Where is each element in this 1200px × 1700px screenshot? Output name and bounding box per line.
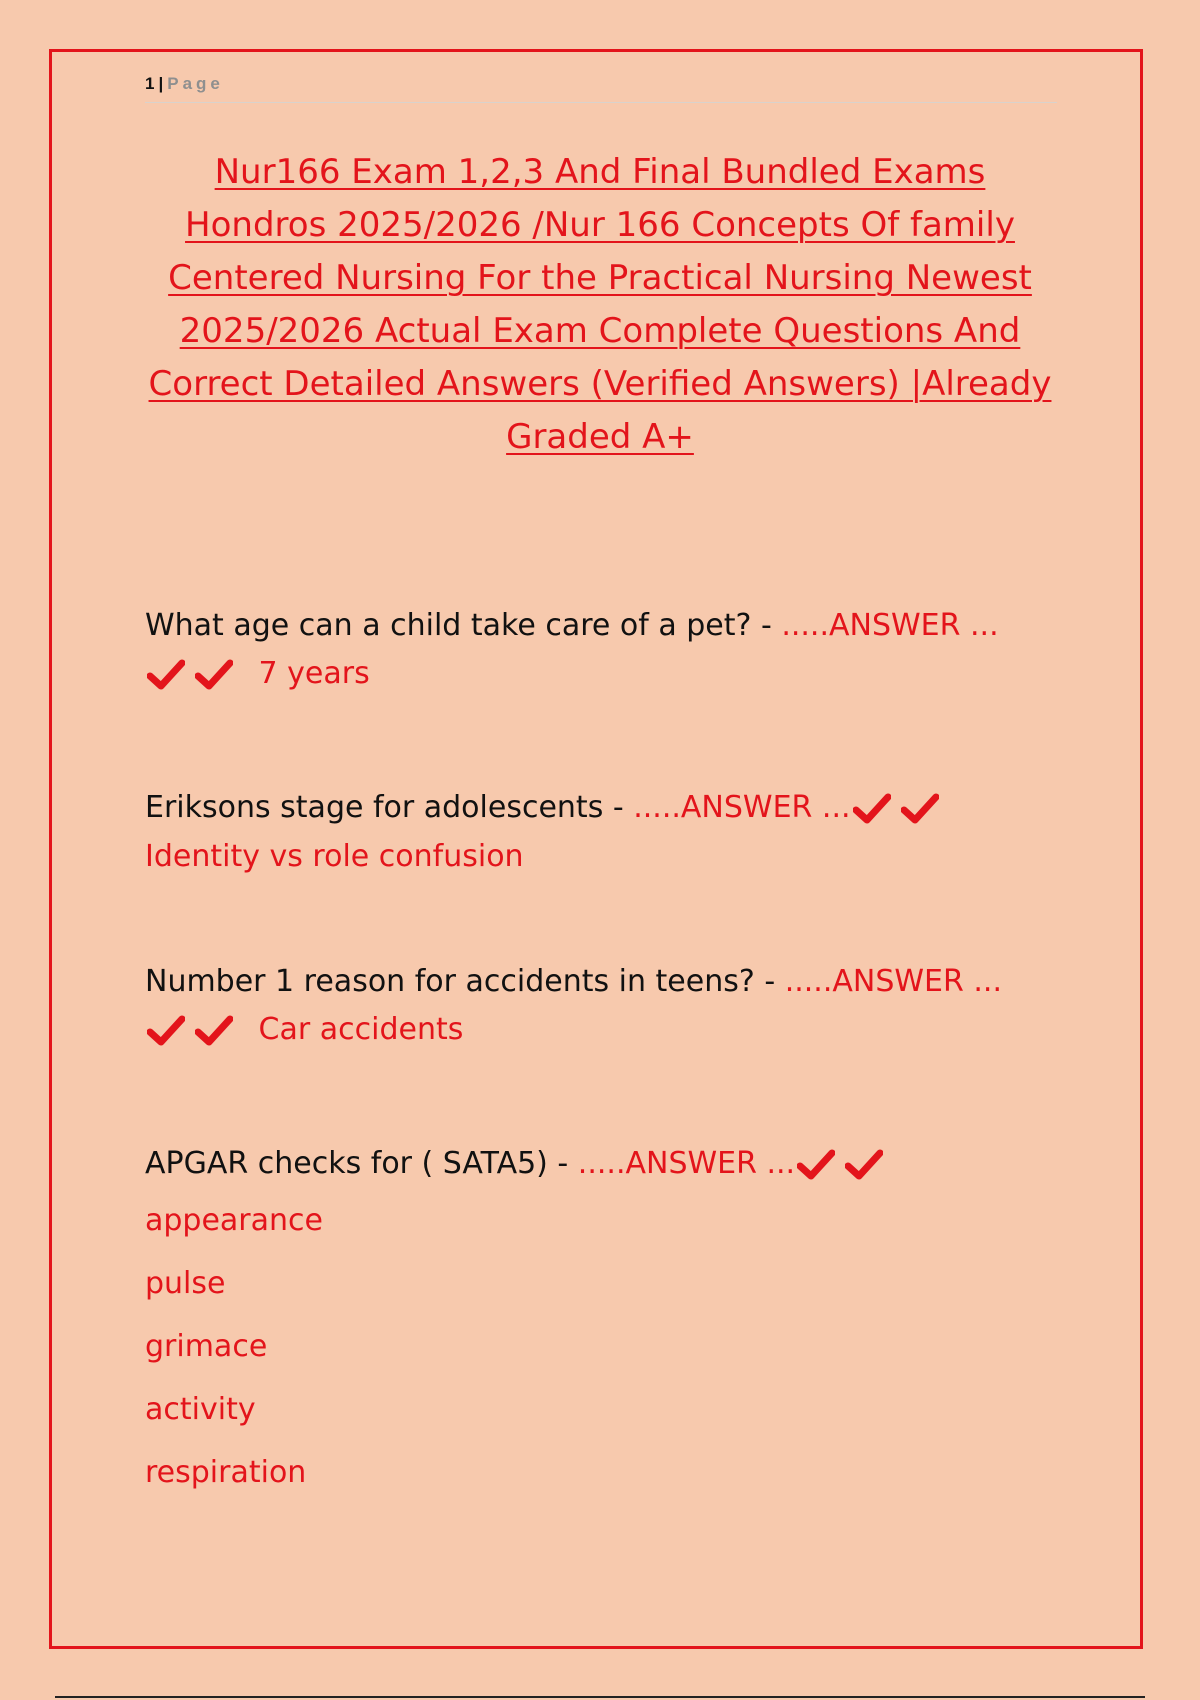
check-marks (147, 1007, 243, 1055)
check-icon (845, 1148, 883, 1182)
answer-text: 7 years (249, 656, 370, 691)
list-item: activity (145, 1391, 256, 1427)
list-item: appearance (145, 1202, 323, 1238)
answer-text: Identity vs role confusion (145, 838, 524, 874)
answer-marker: .....ANSWER ... (577, 1146, 796, 1181)
page-label: Page (167, 74, 224, 93)
question-text: What age can a child take care of a pet? - (145, 608, 782, 643)
document-title: Nur166 Exam 1,2,3 And Final Bundled Exams Hondros 2025/2026 /Nur 166 Concepts Of family Centered Nursing For the Practical Nursing Newest 2025/2026 Actual Exam Complete Questions And Correct Detailed Answers (Verified Answers) |Already Graded A+ (148, 152, 1052, 457)
list-item: pulse (145, 1265, 226, 1301)
question-text: Eriksons stage for adolescents - (145, 790, 634, 825)
qa-item-3 (145, 958, 1045, 1055)
page-header (145, 72, 1057, 103)
list-item: grimace (145, 1328, 268, 1364)
check-icon (147, 1014, 185, 1048)
qa-item-4 (145, 1140, 1045, 1504)
answer-list (145, 1189, 1045, 1504)
page-number: 1 (145, 74, 155, 93)
qa-item-1 (145, 602, 1045, 699)
qa-item-2 (145, 784, 1045, 881)
check-marks (797, 1141, 893, 1189)
check-icon (901, 792, 939, 826)
page-separator: | (158, 74, 164, 93)
check-icon (195, 1014, 233, 1048)
check-icon (195, 658, 233, 692)
answer-marker: .....ANSWER ... (633, 790, 851, 825)
question-text: Number 1 reason for accidents in teens? - (145, 964, 785, 999)
check-icon (797, 1148, 835, 1182)
answer-marker: .....ANSWER ... (781, 608, 999, 643)
question-text: APGAR checks for ( SATA5) - (145, 1146, 578, 1181)
page-bottom-rule (55, 1696, 1145, 1698)
check-marks (853, 785, 949, 833)
answer-marker: .....ANSWER ... (784, 964, 1002, 999)
answer-text: Car accidents (249, 1012, 464, 1047)
check-icon (147, 658, 185, 692)
check-icon (853, 792, 891, 826)
list-item: respiration (145, 1454, 307, 1490)
check-marks (147, 651, 243, 699)
